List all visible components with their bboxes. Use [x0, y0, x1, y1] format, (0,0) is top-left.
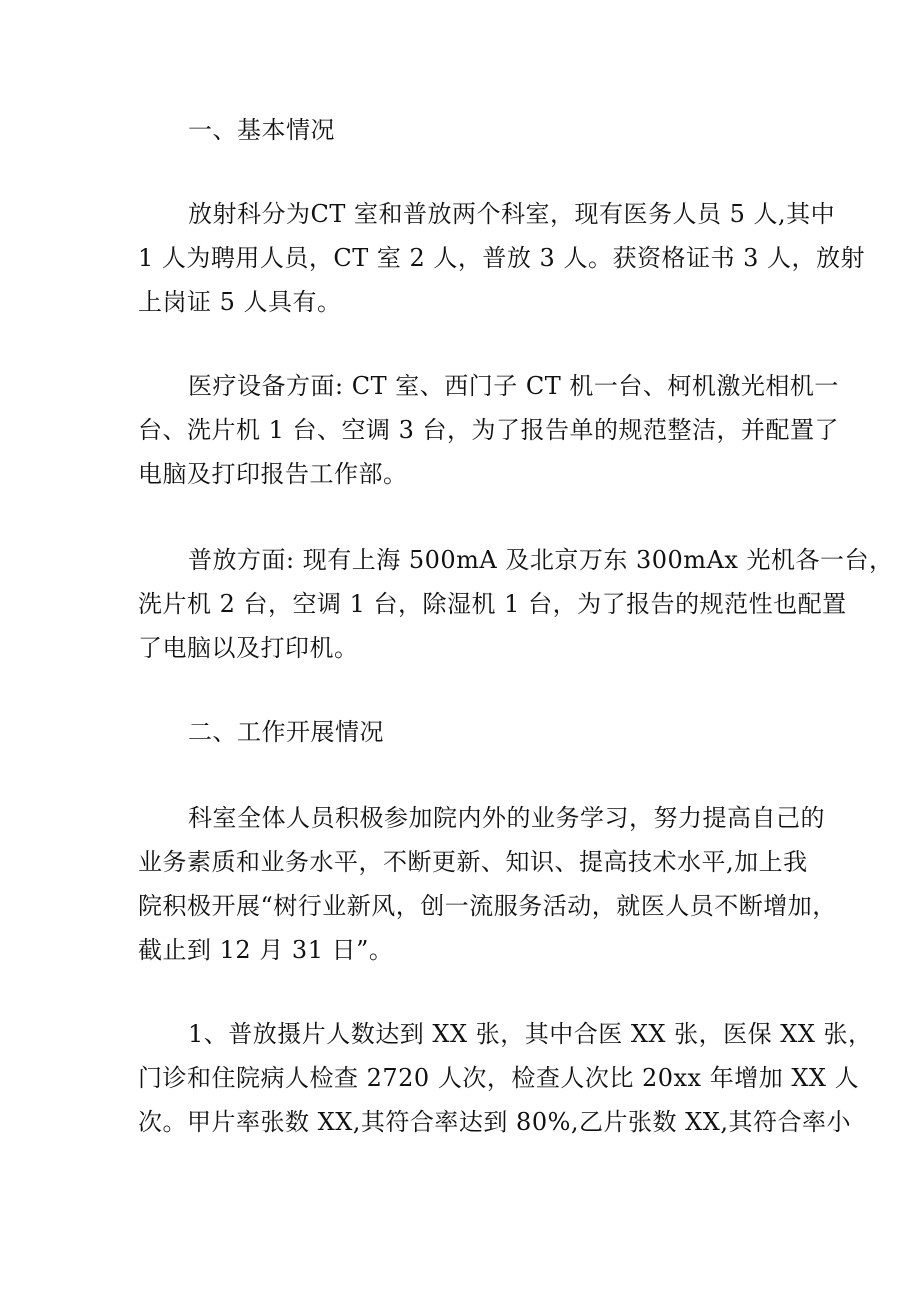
section-heading-work [138, 710, 788, 754]
section-heading-text: 一、基本情况 [188, 116, 335, 144]
paragraph-line: 医疗设备方面: CT 室、西门子 CT 机一台、柯机激光相机一 [188, 372, 839, 400]
paragraph-line: 洗片机 2 台，空调 1 台，除湿机 1 台，为了报告的规范性也配置 [138, 590, 847, 618]
paragraph-equipment-ct [138, 364, 840, 496]
section-heading-basic [138, 108, 788, 152]
paragraph-staffing [138, 192, 865, 324]
paragraph-line: 了电脑以及打印机。 [138, 634, 359, 662]
paragraph-line: 截止到 12 月 31 日”。 [138, 936, 394, 964]
paragraph-statistics [138, 1012, 873, 1144]
paragraph-line: 台、洗片机 1 台、空调 3 台，为了报告单的规范整洁，并配置了 [138, 416, 840, 444]
paragraph-line: 业务素质和业务水平，不断更新、知识、提高技术水平,加上我 [138, 848, 808, 876]
paragraph-line: 1 人为聘用人员，CT 室 2 人，普放 3 人。获资格证书 3 人，放射 [138, 244, 865, 272]
paragraph-line: 次。甲片率张数 XX,其符合率达到 80%,乙片张数 XX,其符合率小 [138, 1108, 851, 1136]
paragraph-equipment-general [138, 538, 894, 670]
paragraph-line: 上岗证 5 人具有。 [138, 288, 342, 316]
paragraph-training [138, 796, 837, 972]
paragraph-line: 普放方面: 现有上海 500mA 及北京万东 300mAx 光机各一台， [188, 546, 894, 574]
paragraph-line: 电脑及打印报告工作部。 [138, 460, 408, 488]
paragraph-line: 1、普放摄片人数达到 XX 张，其中合医 XX 张，医保 XX 张， [188, 1020, 873, 1048]
paragraph-line: 门诊和住院病人检查 2720 人次，检查人次比 20xx 年增加 XX 人 [138, 1064, 860, 1092]
paragraph-line: 放射科分为CT 室和普放两个科室，现有医务人员 5 人,其中 [188, 200, 836, 228]
paragraph-line: 院积极开展“树行业新风，创一流服务活动，就医人员不断增加， [138, 892, 837, 920]
section-heading-text: 二、工作开展情况 [188, 718, 384, 746]
paragraph-line: 科室全体人员积极参加院内外的业务学习，努力提高自己的 [188, 804, 825, 832]
